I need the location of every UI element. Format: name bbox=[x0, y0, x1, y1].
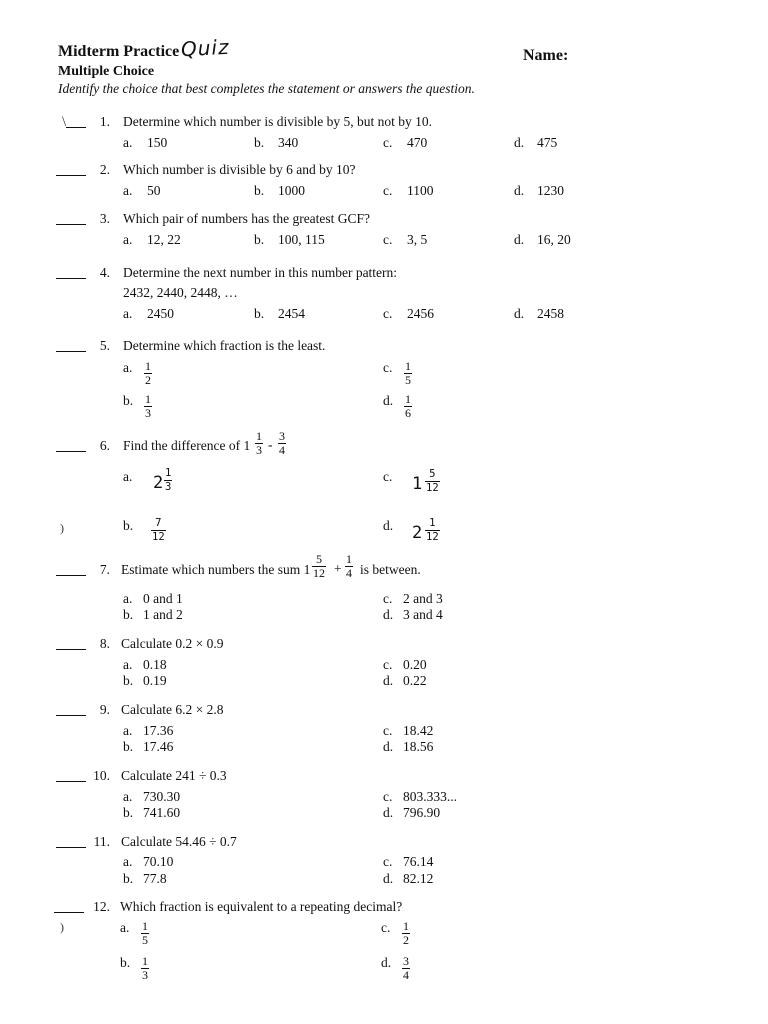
worksheet-title: Midterm Practice bbox=[58, 43, 180, 60]
question-stem: Determine which number is divisible by 5, but not by 10. bbox=[123, 114, 432, 129]
choice-c-whole: 1 bbox=[412, 474, 423, 494]
choice-b: $\frac{1}{3}$ bbox=[142, 954, 148, 982]
choice-c: 0.20 bbox=[403, 657, 427, 672]
choice-d: $\frac{1}{6}$ bbox=[405, 392, 411, 420]
question-stem-end: is between. bbox=[360, 562, 421, 577]
choice-a: 17.36 bbox=[143, 723, 174, 738]
choice-b: 0.19 bbox=[143, 673, 167, 688]
choice-c: 2456 bbox=[407, 306, 434, 321]
name-label: Name: bbox=[523, 47, 569, 64]
choice-b: 2454 bbox=[278, 306, 305, 321]
choice-c: 18.42 bbox=[403, 723, 434, 738]
choice-a: 730.30 bbox=[143, 789, 181, 804]
choice-c: $\frac{1}{5}$ bbox=[405, 359, 411, 387]
choice-d: 2458 bbox=[537, 306, 564, 321]
choice-a: $\frac{1}{2}$ bbox=[145, 359, 151, 387]
choice-c: 803.333... bbox=[403, 789, 457, 804]
choice-b: 1000 bbox=[278, 183, 305, 198]
choice-d-fraction: $\frac{1}{12}$ bbox=[426, 517, 439, 543]
choice-a: 0 and 1 bbox=[143, 591, 183, 606]
choice-a: $\frac{1}{5}$ bbox=[142, 919, 148, 947]
stem-fraction-1: $\frac{5}{12}$ bbox=[313, 552, 325, 580]
question-stem: Which number is divisible by 6 and by 10? bbox=[123, 162, 356, 177]
choice-b: 17.46 bbox=[143, 739, 174, 754]
choice-d: 18.56 bbox=[403, 739, 434, 754]
choice-d: 82.12 bbox=[403, 871, 434, 886]
choice-d: 3 and 4 bbox=[403, 607, 443, 622]
number-pattern: 2432, 2440, 2448, … bbox=[123, 285, 238, 300]
choice-d-whole: 2 bbox=[412, 523, 423, 543]
choice-b: 100, 115 bbox=[278, 232, 325, 247]
choice-c: 2 and 3 bbox=[403, 591, 443, 606]
choice-b: 1 and 2 bbox=[143, 607, 183, 622]
choice-c: 1100 bbox=[407, 183, 434, 198]
question-stem: Determine which fraction is the least. bbox=[123, 338, 326, 353]
choice-c: 470 bbox=[407, 135, 428, 150]
choice-d: 796.90 bbox=[403, 805, 441, 820]
choice-a: 12, 22 bbox=[147, 232, 181, 247]
question-stem: Determine the next number in this number pattern: bbox=[123, 265, 398, 280]
section-subtitle: Multiple Choice bbox=[58, 64, 155, 79]
question-stem: Calculate 241 ÷ 0.3 bbox=[121, 768, 227, 783]
choice-c: 3, 5 bbox=[407, 232, 428, 247]
stem-fraction-2: $\frac{1}{4}$ bbox=[346, 552, 352, 580]
choice-c: $\frac{1}{2}$ bbox=[403, 919, 409, 947]
choice-a: 0.18 bbox=[143, 657, 167, 672]
choice-a: 2450 bbox=[147, 306, 174, 321]
choice-d: $\frac{3}{4}$ bbox=[403, 954, 409, 982]
choice-d: 1230 bbox=[537, 183, 564, 198]
question-stem: Find the difference of 1 bbox=[123, 438, 251, 453]
instructions: Identify the choice that best completes the statement or answers the question. bbox=[58, 81, 475, 96]
choice-a-fraction: $\frac{1}{3}$ bbox=[165, 467, 172, 493]
choice-b: 741.60 bbox=[143, 805, 181, 820]
question-stem: Estimate which numbers the sum 1 bbox=[121, 562, 311, 577]
choice-a-whole: 2 bbox=[153, 473, 164, 493]
question-stem: Which pair of numbers has the greatest GCF? bbox=[123, 211, 371, 226]
choice-d: 0.22 bbox=[403, 673, 427, 688]
question-stem: Calculate 54.46 ÷ 0.7 bbox=[121, 834, 237, 849]
choice-b: 77.8 bbox=[143, 871, 167, 886]
stem-fraction-1: $\frac{1}{3}$ bbox=[256, 429, 262, 457]
question-stem: Which fraction is equivalent to a repeating decimal? bbox=[120, 899, 403, 914]
question-stem: Calculate 0.2 × 0.9 bbox=[121, 636, 224, 651]
handwritten-quiz: Quiz bbox=[180, 34, 231, 62]
choice-a: 50 bbox=[147, 183, 161, 198]
choice-b: 340 bbox=[278, 135, 299, 150]
choice-a: 70.10 bbox=[143, 854, 174, 869]
choice-c: 76.14 bbox=[403, 854, 434, 869]
stem-fraction-2: $\frac{3}{4}$ bbox=[279, 429, 285, 457]
question-stem: Calculate 6.2 × 2.8 bbox=[121, 702, 224, 717]
choice-a: 150 bbox=[147, 135, 168, 150]
choice-c-fraction: $\frac{5}{12}$ bbox=[426, 468, 439, 494]
choice-d: 16, 20 bbox=[537, 232, 571, 247]
choice-b-fraction: $\frac{7}{12}$ bbox=[152, 517, 165, 543]
choice-d: 475 bbox=[537, 135, 558, 150]
choice-b: $\frac{1}{3}$ bbox=[145, 392, 151, 420]
